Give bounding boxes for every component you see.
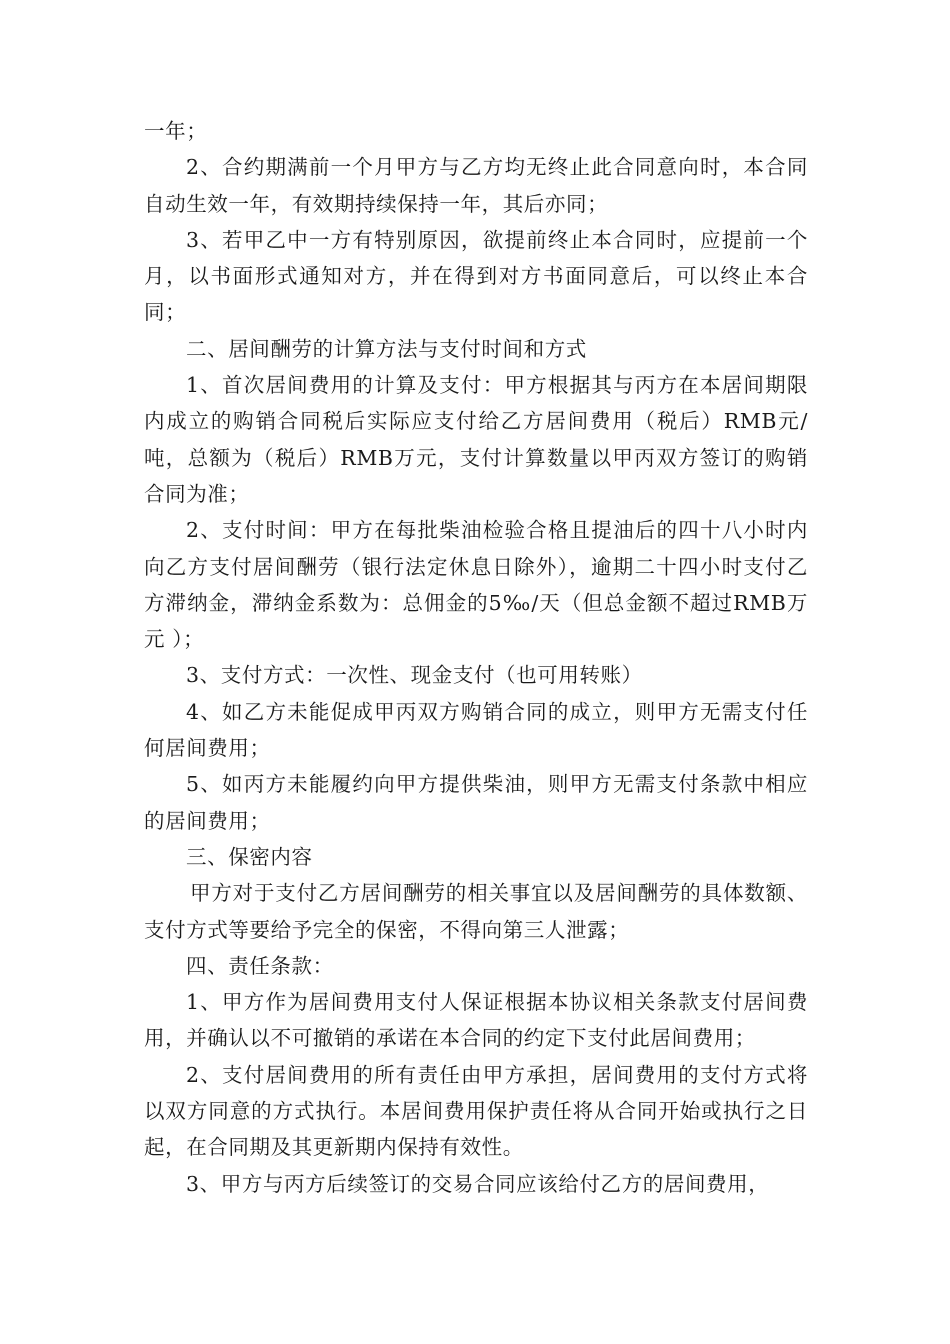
clause-1-fee-calculation: 1、首次居间费用的计算及支付：甲方根据其与丙方在本居间期限内成立的购销合同税后实际应支付给乙方居间费用（税后）RMB元/吨，总额为（税后）RMB万元，支付计算数量以甲丙双方签订的购销合同为准； [144,373,808,506]
document-body [144,113,808,1202]
clause-3-early-termination: 3、若甲乙中一方有特别原因，欲提前终止本合同时，应提前一个月，以书面形式通知对方，并在得到对方书面同意后，可以终止本合同； [144,227,808,325]
section-heading-3: 三、保密内容 [186,844,313,869]
section-heading-2: 二、居间酬劳的计算方法与支付时间和方式 [186,336,587,361]
liability-clause-3: 3、甲方与丙方后续签订的交易合同应该给付乙方的居间费用， [186,1171,770,1196]
liability-clause-1: 1、甲方作为居间费用支付人保证根据本协议相关条款支付居间费用，并确认以不可撤销的承诺在本合同的约定下支付此居间费用； [144,990,808,1051]
clause-5-no-performance: 5、如丙方未能履约向甲方提供柴油，则甲方无需支付条款中相应的居间费用； [144,772,808,833]
confidentiality-paragraph: 甲方对于支付乙方居间酬劳的相关事宜以及居间酬劳的具体数额、支付方式等要给予完全的保密，不得向第三人泄露； [144,881,808,942]
paragraph-continuation: 一年； [144,119,208,143]
section-heading-4: 四、责任条款： [186,953,334,978]
clause-3-payment-method: 3、支付方式：一次性、现金支付（也可用转账） [186,663,643,688]
liability-clause-2: 2、支付居间费用的所有责任由甲方承担，居间费用的支付方式将以双方同意的方式执行。本居间费用保护责任将从合同开始或执行之日起，在合同期及其更新期内保持有效性。 [144,1062,808,1160]
clause-2-auto-renewal: 2、合约期满前一个月甲方与乙方均无终止此合同意向时，本合同自动生效一年，有效期持续保持一年，其后亦同； [144,155,808,216]
clause-2-payment-time: 2、支付时间：甲方在每批柴油检验合格且提油后的四十八小时内向乙方支付居间酬劳（银行法定休息日除外），逾期二十四小时支付乙方滞纳金，滞纳金系数为：总佣金的5‰/天（但总金额不超过RMB万元 ）； [144,518,808,652]
clause-4-no-contract: 4、如乙方未能促成甲丙双方购销合同的成立，则甲方无需支付任何居间费用； [144,699,808,761]
